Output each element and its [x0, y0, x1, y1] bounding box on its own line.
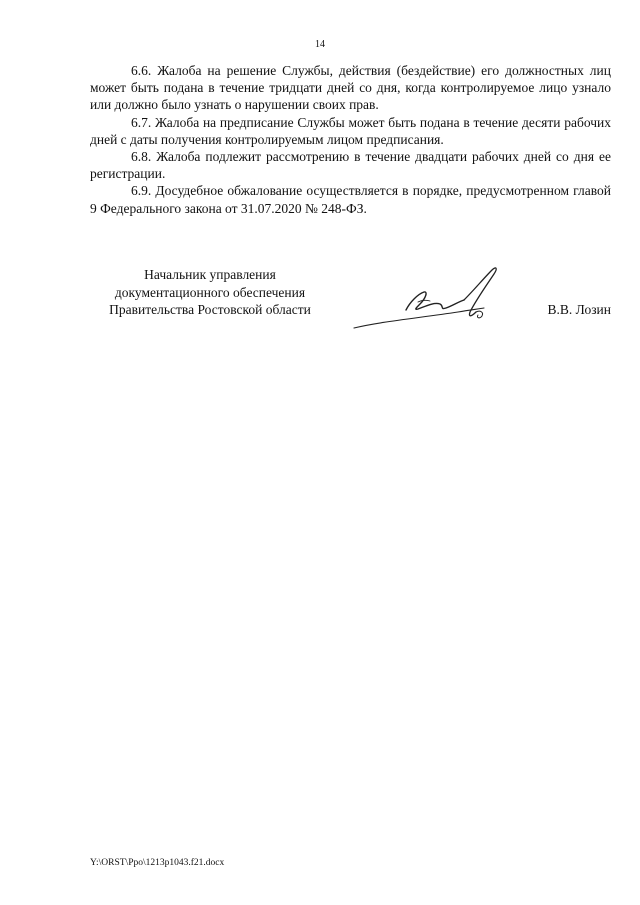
page-number: 14: [315, 39, 325, 50]
paragraph-6-9: 6.9. Досудебное обжалование осуществляется в порядке, предусмотренном главой 9 Федерального закона от 31.07.2020 № 248-ФЗ.: [90, 183, 611, 216]
signer-position-line: Правительства Ростовской области: [109, 302, 311, 317]
signature-block: [90, 266, 611, 336]
paragraph-6-6: 6.6. Жалоба на решение Службы, действия (бездействие) его должностных лиц может быть подана в течение тридцати дней со дня, когда контролируемое лицо узнало или должно было узнать о нарушении своих прав.: [90, 63, 611, 113]
paragraph-6-7: 6.7. Жалоба на предписание Службы может быть подана в течение десяти рабочих дней с даты получения контролируемым лицом предписания.: [90, 114, 611, 147]
signer-position-line: Начальник управления: [144, 267, 276, 282]
handwritten-signature: [348, 262, 508, 338]
signer-name: В.В. Лозин: [547, 302, 611, 317]
signer-position: [90, 266, 330, 319]
paragraph-6-8: 6.8. Жалоба подлежит рассмотрению в течение двадцати рабочих дней со дня ее регистрации.: [90, 149, 611, 182]
signer-position-line: документационного обеспечения: [114, 284, 306, 300]
file-path-footer: Y:\ORST\Ppo\1213p1043.f21.docx: [90, 858, 225, 868]
document-body: [90, 62, 611, 217]
